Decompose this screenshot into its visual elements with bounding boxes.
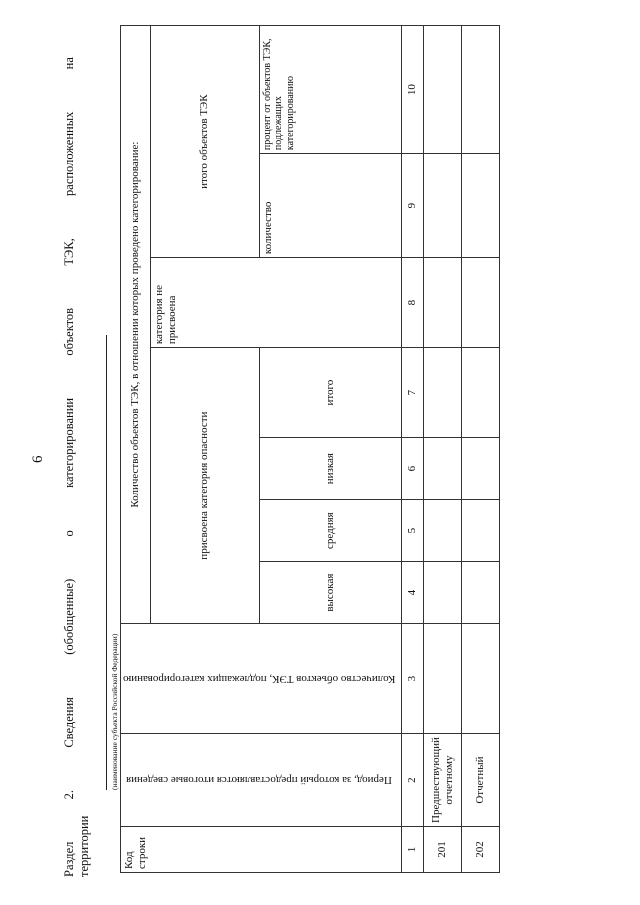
section-heading (62, 57, 92, 877)
heading-word: расположенных (62, 111, 76, 196)
col-number: 2 (402, 734, 424, 827)
header-medium: средняя (259, 500, 402, 562)
header-group: Количество объектов ТЭК, в отношении которых проведено категорирование: (121, 26, 151, 624)
cell[interactable] (462, 500, 500, 562)
table-row (462, 26, 500, 873)
header-count: Количество объектов ТЭК, подлежащих категорированию (121, 624, 402, 734)
col-number: 1 (402, 827, 424, 873)
header-code: Код строки (121, 827, 402, 873)
heading-word: Сведения (62, 697, 76, 748)
header-assigned: присвоена категория опасности (151, 348, 260, 624)
cell[interactable] (424, 348, 462, 438)
heading-word: Раздел (62, 841, 76, 877)
col-number: 6 (402, 438, 424, 500)
heading-word: на (62, 57, 76, 70)
page-number: 6 (30, 455, 46, 463)
cell[interactable] (462, 438, 500, 500)
heading-word: категорировании (62, 397, 76, 488)
cell[interactable] (424, 258, 462, 348)
heading-word: ТЭК, (62, 238, 76, 266)
header-subtotal: итого (259, 348, 402, 438)
cell[interactable] (424, 624, 462, 734)
cell[interactable] (424, 500, 462, 562)
row-code: 202 (462, 827, 500, 873)
col-number: 8 (402, 258, 424, 348)
categorization-table (120, 25, 500, 873)
heading-territory: территории (77, 815, 91, 877)
col-number: 3 (402, 624, 424, 734)
col-number: 7 (402, 348, 424, 438)
header-total-group: итого объектов ТЭК (151, 26, 260, 258)
cell[interactable] (462, 562, 500, 624)
header-high: высокая (259, 562, 402, 624)
heading-word: объектов (62, 307, 76, 356)
header-percent: процент от объектов ТЭК, подлежащих категорированию (259, 26, 402, 154)
cell[interactable] (424, 26, 462, 154)
cell[interactable] (462, 26, 500, 154)
cell[interactable] (462, 154, 500, 258)
cell[interactable] (424, 438, 462, 500)
cell[interactable] (462, 258, 500, 348)
header-period: Период, за который предоставляются итоговые сведения (121, 734, 402, 827)
territory-blank-line (92, 335, 107, 790)
row-period: Предшествующий отчетному (424, 734, 462, 827)
header-not-assigned: категория не присвоена (151, 258, 402, 348)
table-row (424, 26, 462, 873)
col-number: 10 (402, 26, 424, 154)
cell[interactable] (424, 154, 462, 258)
heading-word: 2. (62, 789, 76, 800)
cell[interactable] (424, 562, 462, 624)
header-qty: количество (259, 154, 402, 258)
col-number: 9 (402, 154, 424, 258)
col-number: 4 (402, 562, 424, 624)
cell[interactable] (462, 624, 500, 734)
heading-word: (обобщенные) (62, 578, 76, 655)
header-low: низкая (259, 438, 402, 500)
row-code: 201 (424, 827, 462, 873)
col-number: 5 (402, 500, 424, 562)
row-period: Отчетный (462, 734, 500, 827)
heading-word: о (62, 530, 76, 537)
cell[interactable] (462, 348, 500, 438)
territory-caption: (наименование субъекта Российской Федерации) (110, 633, 119, 790)
